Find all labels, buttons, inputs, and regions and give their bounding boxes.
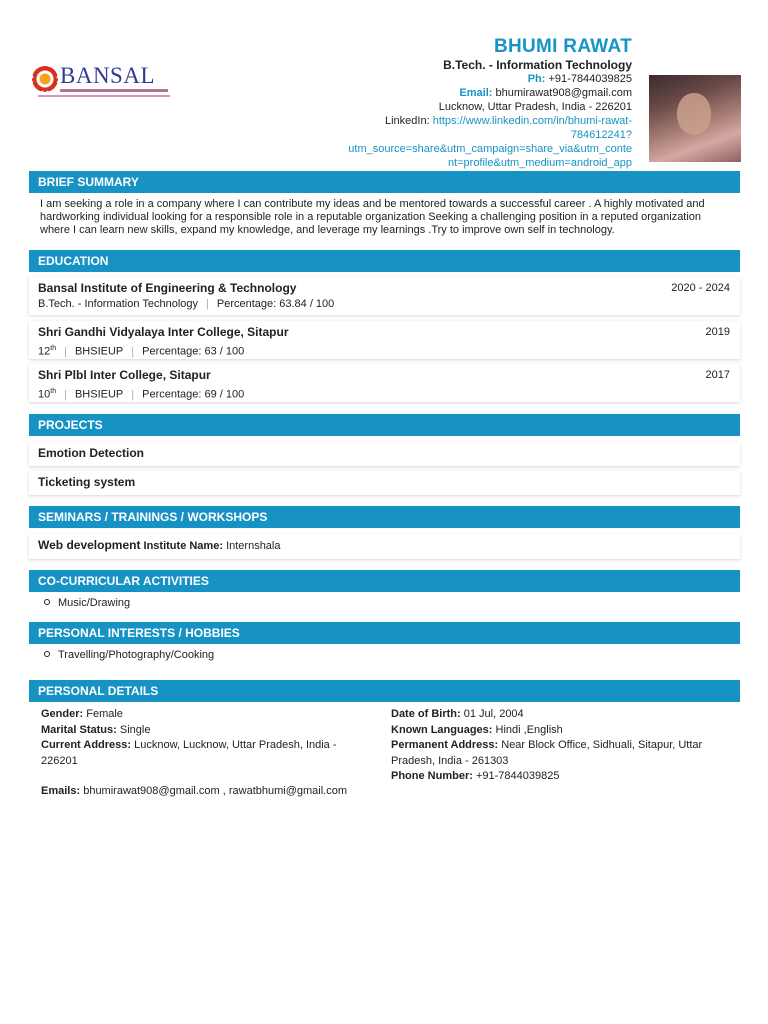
education-course-suffix: th bbox=[50, 345, 57, 352]
seminar-title: Web development bbox=[38, 538, 141, 552]
education-percentage: Percentage: 63 / 100 bbox=[142, 345, 245, 358]
education-details bbox=[38, 341, 731, 360]
emails-label: Emails: bbox=[41, 785, 81, 797]
marital-label: Marital Status: bbox=[41, 723, 117, 736]
education-year: 2019 bbox=[705, 326, 730, 338]
current-address-value: Lucknow, Lucknow, Uttar Pradesh, India - bbox=[134, 739, 337, 751]
linkedin-link-3[interactable]: utm_source=share&utm_campaign=share_via&utm_conte bbox=[348, 143, 632, 155]
separator: | bbox=[131, 345, 135, 358]
section-projects: PROJECTS bbox=[29, 414, 740, 436]
emails-value: bhumirawat908@gmail.com , rawatbhumi@gmail.com bbox=[83, 785, 348, 797]
education-entry bbox=[29, 364, 740, 402]
gender-row bbox=[41, 707, 371, 723]
phone-line bbox=[348, 72, 632, 86]
candidate-degree: B.Tech. - Information Technology bbox=[443, 58, 632, 72]
current-address-row bbox=[41, 738, 371, 754]
personal-right-column bbox=[391, 707, 736, 785]
gender-label: Gender: bbox=[41, 708, 84, 720]
gender-value: Female bbox=[86, 708, 123, 720]
separator: | bbox=[64, 388, 67, 401]
education-details bbox=[38, 384, 731, 403]
education-institute: Shri Plbl Inter College, Sitapur bbox=[38, 368, 211, 382]
education-course: B.Tech. - Information Technology bbox=[38, 298, 198, 310]
photo-face bbox=[677, 93, 711, 135]
education-course: 12 bbox=[38, 345, 51, 358]
marital-row bbox=[41, 723, 371, 739]
personal-left-column bbox=[41, 707, 371, 800]
phone-number-label: Phone Number: bbox=[391, 770, 473, 782]
dob-row bbox=[391, 707, 736, 723]
permanent-address-row-2: Pradesh, India - 261303 bbox=[391, 754, 509, 767]
interests-list bbox=[44, 649, 214, 661]
summary-text: I am seeking a role in a company where I can contribute my ideas and be mentored towards a successful career . A highly motivated and hardworking individual looking for a responsible role in a reputable organization Seeking a challenging position in a reputed organization where I can learn new skills, expand my knowledge, and leverage my learnings .Try to improve own self in technology. bbox=[40, 198, 705, 236]
current-address-row-2: 226201 bbox=[41, 754, 78, 767]
logo-wordmark: BANSAL bbox=[60, 63, 156, 88]
current-address-label: Current Address: bbox=[41, 739, 132, 751]
seminar-institute bbox=[144, 540, 281, 552]
phone-label: Ph: bbox=[527, 73, 546, 85]
education-entry bbox=[29, 321, 740, 359]
cocurricular-list bbox=[44, 597, 130, 609]
logo-tagline-line bbox=[60, 89, 168, 92]
education-year: 2017 bbox=[705, 369, 730, 381]
phone-value: +91-7844039825 bbox=[548, 73, 632, 85]
separator: | bbox=[131, 388, 135, 401]
education-board: BHSIEUP bbox=[74, 345, 124, 358]
email-line bbox=[348, 86, 632, 100]
separator: | bbox=[64, 345, 67, 358]
contact-block bbox=[348, 36, 632, 170]
separator: | bbox=[206, 298, 209, 310]
project-entry bbox=[29, 442, 740, 466]
education-year: 2020 - 2024 bbox=[671, 282, 730, 294]
emails-row bbox=[41, 784, 371, 800]
address-line: Lucknow, Uttar Pradesh, India - 226201 bbox=[438, 101, 632, 113]
section-interests: PERSONAL INTERESTS / HOBBIES bbox=[29, 622, 740, 644]
education-institute: Shri Gandhi Vidyalaya Inter College, Sitapur bbox=[38, 325, 289, 339]
linkedin-label: LinkedIn: bbox=[384, 115, 430, 127]
email-label: Email: bbox=[459, 87, 493, 99]
dob-label: Date of Birth: bbox=[391, 708, 461, 720]
section-brief-summary: BRIEF SUMMARY bbox=[29, 171, 740, 193]
permanent-address-label: Permanent Address: bbox=[391, 739, 499, 751]
marital-value: Single bbox=[119, 723, 151, 736]
bullet-icon bbox=[44, 599, 50, 605]
project-title: Ticketing system bbox=[38, 475, 136, 489]
college-logo bbox=[32, 64, 172, 100]
education-course: 10 bbox=[38, 388, 51, 401]
section-education: EDUCATION bbox=[29, 250, 740, 272]
list-item-text: Music/Drawing bbox=[58, 597, 131, 609]
project-entry bbox=[29, 471, 740, 495]
phone-row bbox=[391, 769, 736, 785]
project-title: Emotion Detection bbox=[38, 446, 145, 460]
list-item-text: Travelling/Photography/Cooking bbox=[58, 649, 215, 661]
list-item bbox=[44, 597, 130, 609]
email-value[interactable]: bhumirawat908@gmail.com bbox=[495, 87, 632, 99]
education-board: BHSIEUP bbox=[74, 388, 124, 401]
languages-label: Known Languages: bbox=[391, 723, 493, 736]
institute-label: Institute Name: bbox=[143, 540, 223, 552]
education-percentage: Percentage: 69 / 100 bbox=[142, 388, 245, 401]
institute-value: Internshala bbox=[226, 540, 281, 552]
permanent-address-row bbox=[391, 738, 736, 754]
education-institute: Bansal Institute of Engineering & Technology bbox=[38, 281, 297, 295]
candidate-name: BHUMI RAWAT bbox=[493, 36, 632, 57]
linkedin-link-1[interactable]: https://www.linkedin.com/in/bhumi-rawat- bbox=[432, 115, 632, 127]
dob-value: 01 Jul, 2004 bbox=[463, 708, 524, 720]
section-seminars: SEMINARS / TRAININGS / WORKSHOPS bbox=[29, 506, 740, 528]
linkedin-line bbox=[348, 114, 632, 128]
bullet-icon bbox=[44, 651, 50, 657]
section-cocurricular: CO-CURRICULAR ACTIVITIES bbox=[29, 570, 740, 592]
logo-subline bbox=[38, 95, 170, 97]
linkedin-link-2[interactable]: 784612241? bbox=[570, 129, 632, 141]
permanent-address-value: Near Block Office, Sidhuali, Sitapur, Uttar bbox=[501, 739, 703, 751]
resume-header bbox=[0, 0, 768, 168]
languages-value: Hindi ,English bbox=[495, 723, 563, 736]
education-course-suffix: th bbox=[50, 388, 57, 395]
education-percentage: Percentage: 63.84 / 100 bbox=[216, 298, 335, 310]
profile-photo bbox=[649, 75, 741, 162]
education-details bbox=[38, 297, 731, 312]
gear-logo-icon bbox=[32, 66, 58, 92]
list-item bbox=[44, 649, 214, 661]
seminar-entry bbox=[29, 534, 740, 559]
phone-number-value: +91-7844039825 bbox=[475, 770, 560, 782]
linkedin-link-4[interactable]: nt=profile&utm_medium=android_app bbox=[447, 157, 632, 169]
languages-row bbox=[391, 723, 736, 739]
education-entry bbox=[29, 277, 740, 315]
section-personal-details: PERSONAL DETAILS bbox=[29, 680, 740, 702]
